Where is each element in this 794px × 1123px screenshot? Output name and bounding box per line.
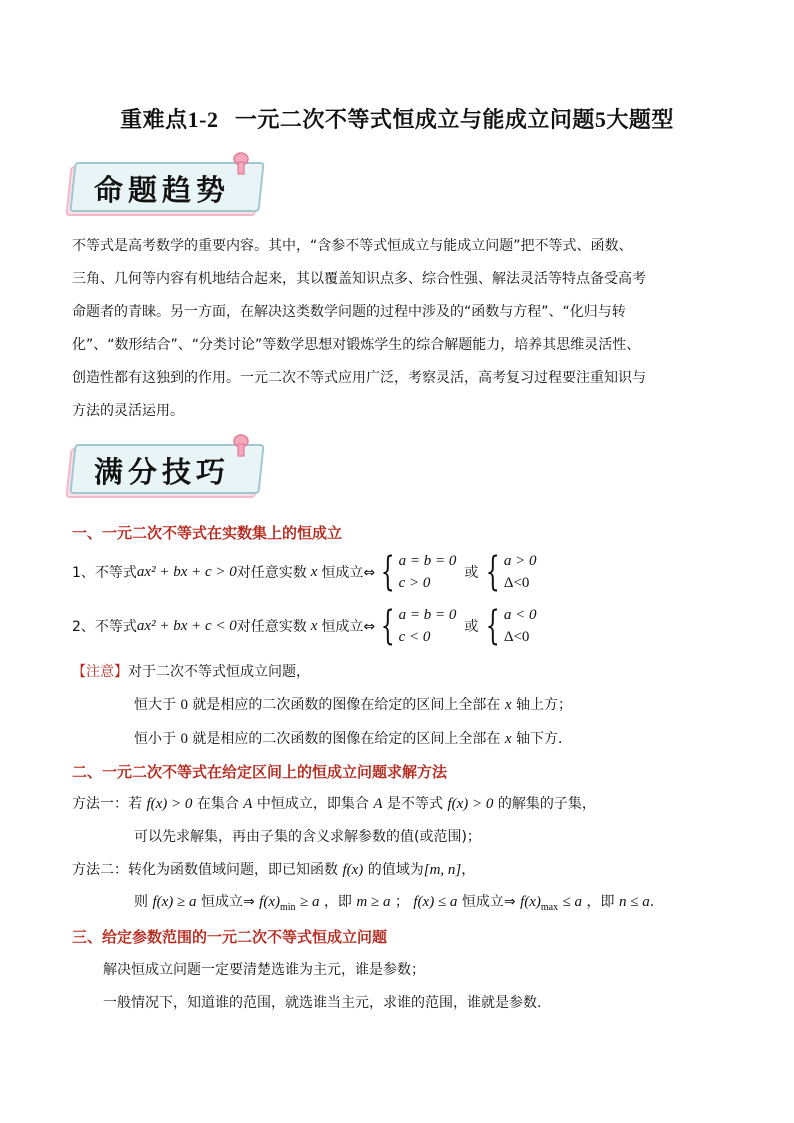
intro-line: 命题者的青睐。另一方面，在解决这类数学问题的过程中涉及的“函数与方程”、“化归与转 [72,304,626,320]
section-heading-3: 三、给定参数范围的一元二次不等式恒成立问题 [72,928,388,946]
clip-icon [232,152,250,176]
banner-trend [66,152,262,212]
sec3-line-2: 一般情况下，知道谁的范围，就选谁当主元，求谁的范围，谁就是参数. [103,995,542,1011]
intro-paragraph [72,230,726,428]
note-line: 【注意】对于二次不等式恒成立问题， [72,664,310,680]
method-2: 方法二：转化为函数值域问题，即已知函数 f(x) 的值域为[m, n]， [72,862,476,878]
banner-trend-label: 命题趋势 [94,173,231,207]
section-heading-2: 二、一元二次不等式在给定区间上的恒成立问题求解方法 [72,763,448,781]
method-2-cont: 则 f(x) ≥ a 恒成立⇒ $f(x)_{min} \ge a$ ，即 m ≥ a ； f(x) ≤ a 恒成立⇒ $f(x)_{max} \le a$ ，即 n ≤ a. [134,894,655,913]
method-1-cont: 可以先求解集，再由子集的含义求解参数的值(或范围)； [134,829,481,845]
banner-skills [66,434,262,494]
clip-icon [232,434,250,458]
intro-line: 创造性都有这独到的作用。一元二次不等式应用广泛，考察灵活，高考复习过程要注重知识与 [72,370,646,386]
page-title: 重难点1-2 一元二次不等式恒成立与能成立问题5大题型 [120,107,674,133]
intro-line: 不等式是高考数学的重要内容。其中，“含参不等式恒成立与能成立问题”把不等式、函数、 [72,238,633,254]
method-1: 方法一：若 f(x) > 0 在集合 A 中恒成立，即集合 A 是不等式 f(x) > 0 的解集的子集， [72,796,596,812]
section-heading-1: 一、一元二次不等式在实数集上的恒成立 [72,524,343,542]
rule-item-1: 1、 不等式 ax² + bx + c > 0 对任意实数 x 恒成立⇔ { a = b = 0 c > 0 或 { a > 0 Δ<0 [72,549,537,595]
rule-item-2: 2、 不等式 ax² + bx + c < 0 对任意实数 x 恒成立⇔ { a = b = 0 c < 0 或 { a < 0 Δ<0 [72,603,537,649]
intro-line: 三角、几何等内容有机地结合起来，其以覆盖知识点多、综合性强、解法灵活等特点备受高考 [72,271,646,287]
banner-skills-label: 满分技巧 [94,455,231,489]
intro-line: 方法的灵活运用。 [72,403,184,419]
note-detail-2: 恒小于 0 就是相应的二次函数的图像在给定的区间上全部在 x 轴下方． [134,731,572,747]
intro-line: 化”、“数形结合”、“分类讨论”等数学思想对锻炼学生的综合解题能力，培养其思维灵活性、 [72,337,641,353]
note-detail-1: 恒大于 0 就是相应的二次函数的图像在给定的区间上全部在 x 轴上方； [134,697,572,713]
sec3-line-1: 解决恒成立问题一定要清楚选谁为主元，谁是参数； [103,962,425,978]
